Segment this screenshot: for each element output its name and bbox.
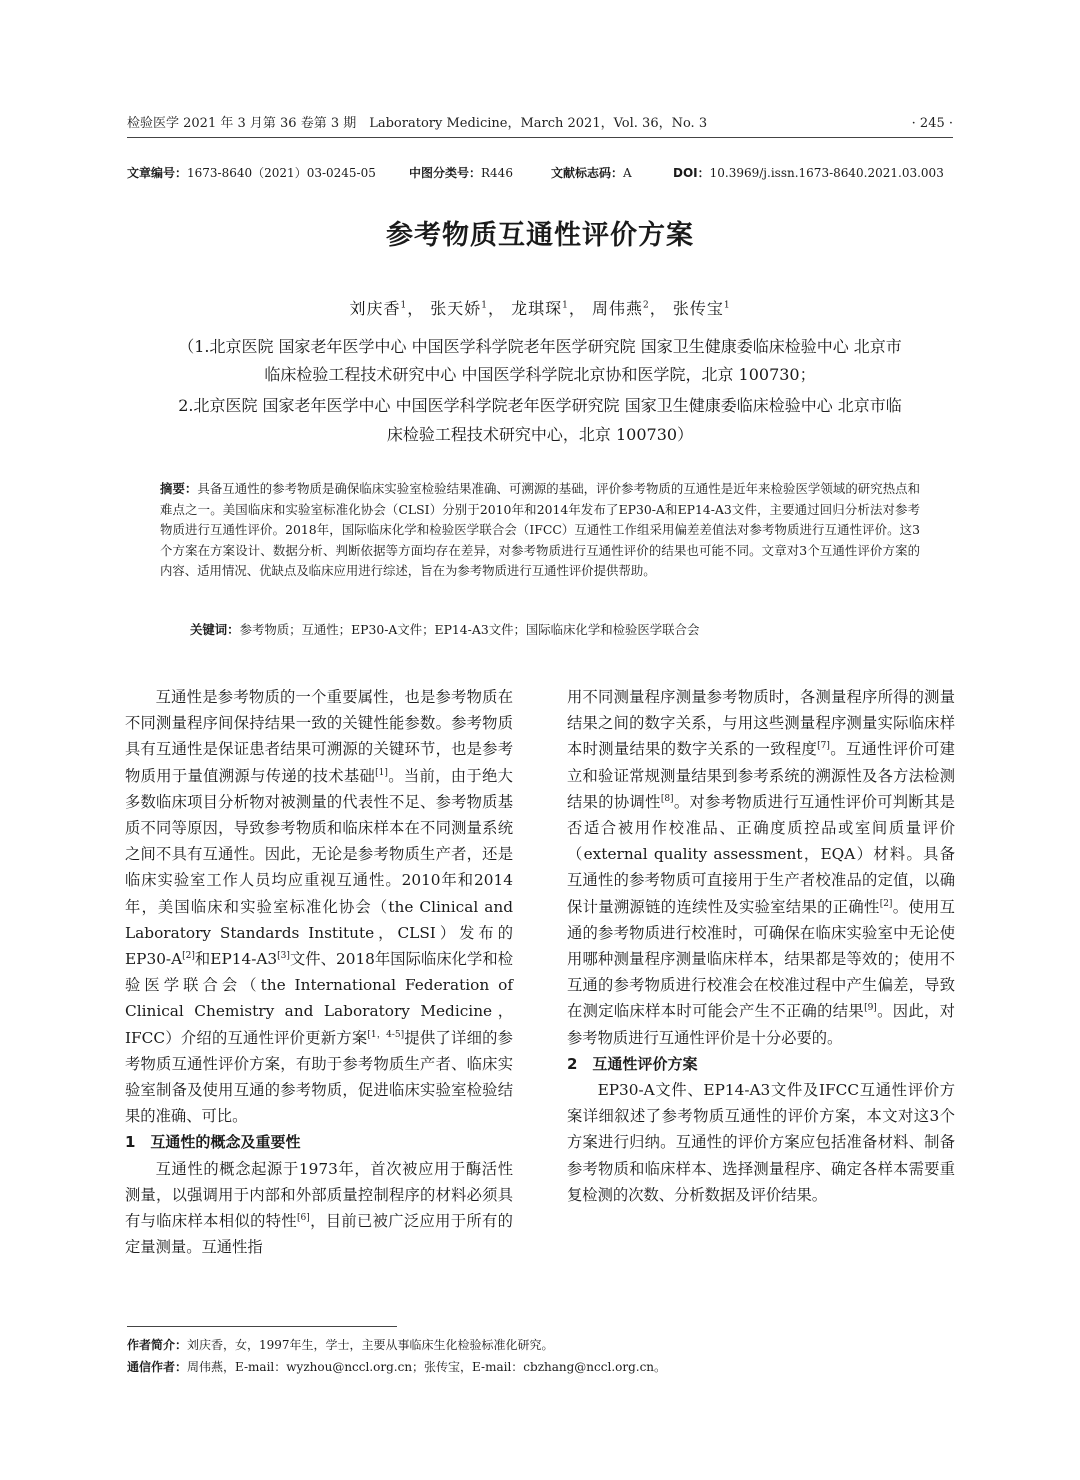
intro-paragraph: 互通性是参考物质的一个重要属性，也是参考物质在不同测量程序间保持结果一致的关键性能参数。参考物质具有互通性是保证患者结果可溯源的关键环节，也是参考物质用于量值溯源与传递的技术基础[1]。当前，由于绝大多数临床项目分析物对被测量的代表性不足、参考物质基质不同等原因，导致参考物质和临床样本在不同测量系统之间不具有互通性。因此，无论是参考物质生产者，还是临床实验室工作人员均应重视互通性。2010年和2014年，美国临床和实验室标准化协会（the Clinical and Laboratory Standards Institute，CLSI）发布的EP30-A[2]和EP14-A3[3]文件、2018年国际临床化学和检验医学联合会（the International Federation of Clinical Chemistry and Laboratory Medicine，IFCC）介绍的互通性评价更新方案[1，4-5]提供了详细的参考物质互通性评价方案，有助于参考物质生产者、临床实验室制备及使用互通的参考物质，促进临床实验室检验结果的准确、可比。 [125,688,513,1126]
affiliation-line: 临床检验工程技术研究中心 中国医学科学院北京协和医学院，北京 100730； [264,365,816,384]
running-header [127,114,953,134]
affiliation-line: 床检验工程技术研究中心，北京 100730） [386,425,694,444]
citation: [1，4-5] [367,1029,405,1040]
citation: [8] [660,793,674,804]
keywords-label: 关键词： [190,622,240,637]
body-column-left [125,684,513,1260]
document-code: 文献标志码：A [551,166,632,180]
author: 张传宝$^1$ [672,299,731,318]
keywords-text: 参考物质；互通性；EP30-A文件；EP14-A3文件；国际临床化学和检验医学联合会 [239,622,700,637]
affiliation-line: （1.北京医院 国家老年医学中心 中国医学科学院老年医学研究院 国家卫生健康委临床检验中心 北京市 [178,337,902,356]
author-list: 刘庆香$^1$， 张天娇$^1$， 龙琪琛$^1$， 周伟燕$^2$， 张传宝$^1$ [349,299,731,318]
citation: [6] [296,1212,310,1223]
section-heading: 1 互通性的概念及重要性 [125,1133,301,1152]
footnote-rule [127,1326,397,1327]
corresponding-author-footnote: 通信作者：周伟燕，E-mail：wyzhou@nccl.org.cn；张传宝，E-mail：cbzhang@nccl.org.cn。 [127,1360,667,1374]
author: 刘庆香$^1$ [349,299,408,318]
citation: [9] [864,1003,877,1014]
citation: [3] [277,950,290,961]
author: 张天娇$^1$ [430,299,489,318]
section-heading: 2 互通性评价方案 [567,1054,698,1073]
abstract [160,479,920,582]
page-number: · 245 · [911,116,953,131]
citation: [2] [182,950,195,961]
abstract-text: 具备互通性的参考物质是确保临床实验室检验结果准确、可溯源的基础，评价参考物质的互通性是近年来检验医学领域的研究热点和难点之一。美国临床和实验室标准化协会（CLSI）分别于2010年和2014年发布了EP30-A和EP14-A3文件，主要通过回归分析法对参考物质进行互通性评价。2018年，国际临床化学和检验医学联合会（IFCC）互通性工作组采用偏差差值法对参考物质进行互通性评价。这3个方案在方案设计、数据分析、判断依据等方面均存在差异，对参考物质进行互通性评价的结果也可能不同。文章对3个互通性评价方案的内容、适用情况、优缺点及临床应用进行综述，旨在为参考物质进行互通性评价提供帮助。 [160,481,921,578]
section1-paragraph-continued: 用不同测量程序测量参考物质时，各测量程序所得的测量结果之间的数字关系，与用这些测量程序测量实际临床样本时测量结果的数字关系的一致程度[7]。互通性评价可建立和验证常规测量结果到参考系统的溯源性及各方法检测结果的协调性[8]。对参考物质进行互通性评价可判断其是否适合被用作校准品、正确度质控品或室间质量评价（external quality assessment，EQA）材料。具备互通性的参考物质可直接用于生产者校准品的定值，以确保计量溯源链的连续性及实验室结果的正确性[2]。使用互通的参考物质进行校准时，可确保在临床实验室中无论使用哪种测量程序测量临床样本，结果都是等效的；使用不互通的参考物质进行校准会在校准过程中产生偏差，导致在测定临床样本时可能会产生不正确的结果[9]。因此，对参考物质进行互通性评价是十分必要的。 [567,688,955,1047]
section2-paragraph: EP30-A文件、EP14-A3文件及IFCC互通性评价方案详细叙述了参考物质互通性的评价方案，本文对这3个方案进行归纳。互通性的评价方案应包括准备材料、制备参考物质和临床样本、选择测量程序、确定各样本需要重复检测的次数、分析数据及评价结果。 [567,1081,955,1204]
affiliation-line: 2.北京医院 国家老年医学中心 中国医学科学院老年医学研究院 国家卫生健康委临床检验中心 北京市临 [178,396,902,415]
abstract-label: 摘要： [160,481,198,496]
citation: [1] [375,767,388,778]
article-title: 参考物质互通性评价方案 [386,220,694,251]
author-bio-footnote: 作者简介：刘庆香，女，1997年生，学士，主要从事临床生化检验标准化研究。 [127,1338,554,1352]
keywords [190,620,920,641]
author: 周伟燕$^2$ [591,299,650,318]
article-number: 文章编号：1673-8640（2021）03-0245-05 [127,166,376,180]
journal-issue-line: 检验医学 2021 年 3 月第 36 卷第 3 期 Laboratory Medicine，March 2021，Vol. 36，No. 3 [127,116,708,131]
clc-number: 中图分类号：R446 [409,166,513,180]
header-rule [127,137,953,138]
doi: DOI：10.3969/j.issn.1673-8640.2021.03.003 [673,166,944,180]
author: 龙琪琛$^1$ [511,299,569,318]
citation: [2] [879,898,893,909]
section1-paragraph: 互通性的概念起源于1973年，首次被应用于酶活性测量，以强调用于内部和外部质量控制程序的材料必须具有与临床样本相似的特性[6]，目前已被广泛应用于所有的定量测量。互通性指 [125,1159,513,1257]
citation: [7] [817,741,830,752]
article-meta [127,163,953,183]
body-column-right [567,684,955,1208]
